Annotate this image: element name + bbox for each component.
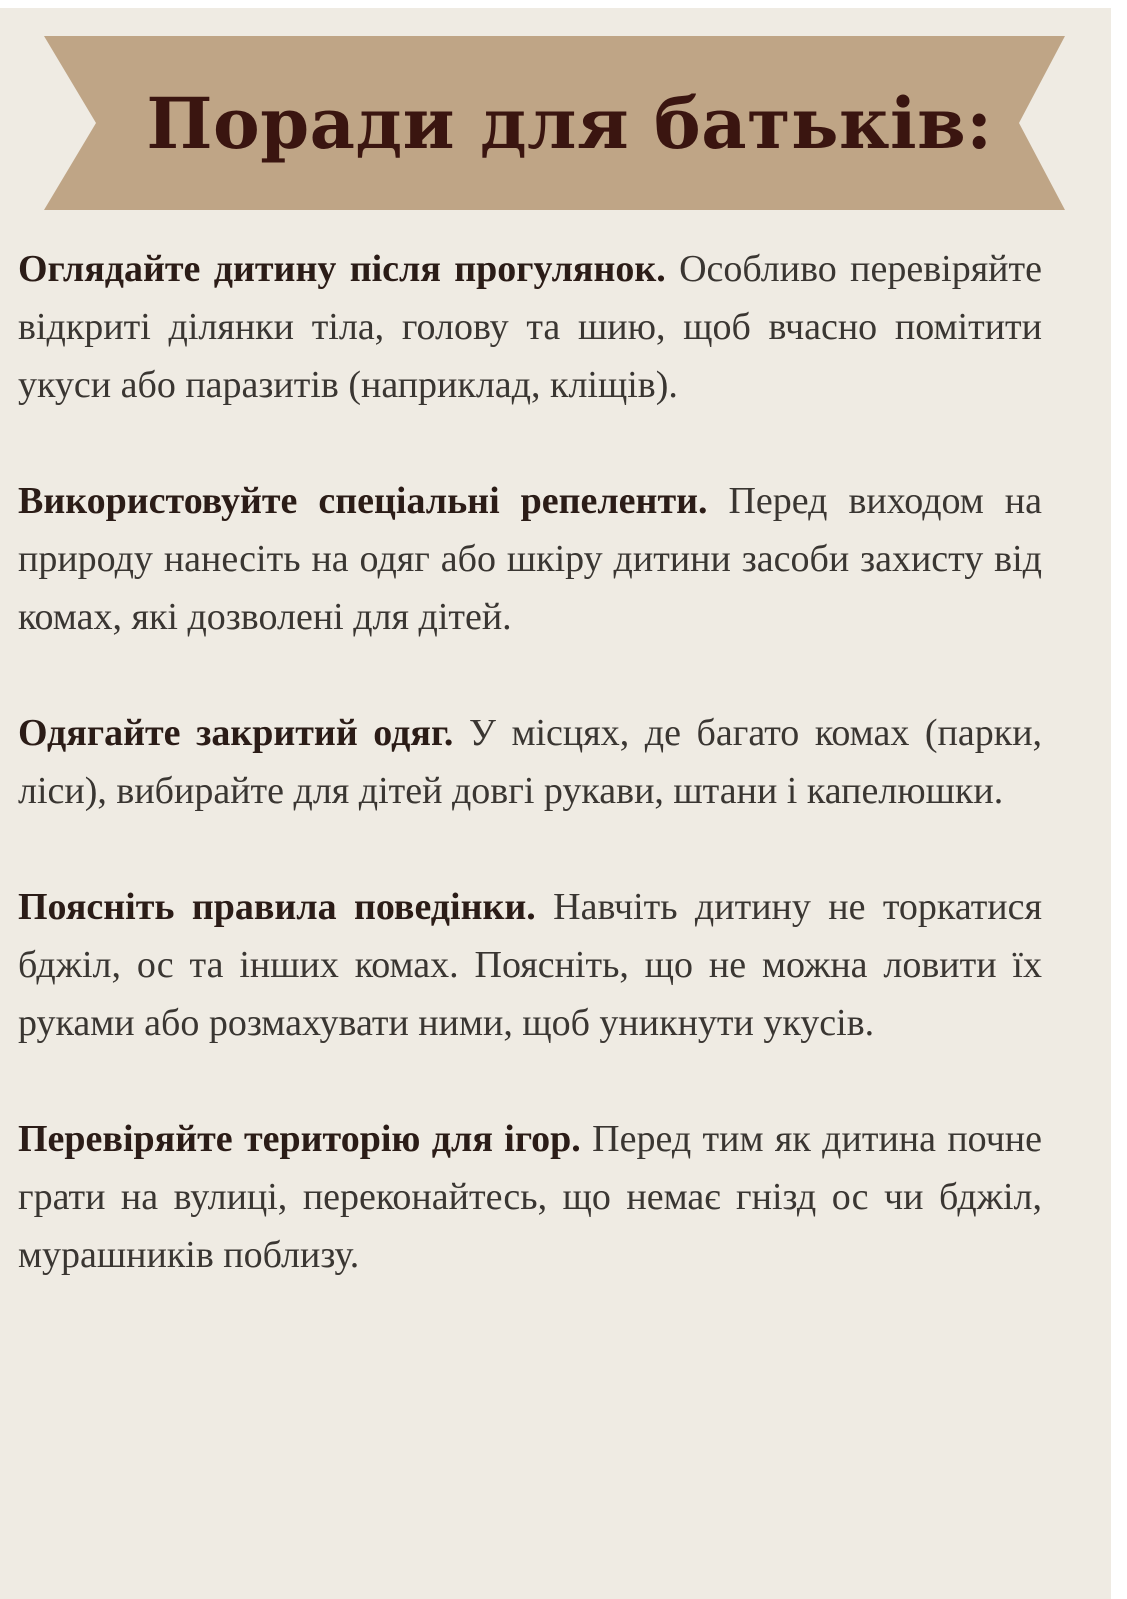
tip-text: У місцях, де багато комах (парки, ліси), вибирайте для дітей довгі рукави, штани і капелюшки. (18, 712, 1043, 812)
tip-heading: Одягайте закритий одяг. (18, 712, 454, 754)
tip-text: Особливо перевіряйте відкриті ділянки тіла, голову та шию, щоб вчасно помітити укуси або паразитів (наприклад, кліщів). (18, 248, 1042, 406)
tip-text: Навчіть дитину не торкатися бджіл, ос та інших комах. Поясніть, що не можна ловити їх руками або розмахувати ними, щоб уникнути укусів. (18, 886, 1042, 1044)
tip-item (18, 240, 1042, 414)
tips-card (0, 8, 1111, 1599)
tip-item (18, 1110, 1042, 1284)
tip-heading: Перевіряйте територію для ігор. (18, 1118, 581, 1160)
tip-item (18, 704, 1042, 820)
tip-heading: Оглядайте дитину після прогулянок. (18, 248, 666, 290)
tip-text: Перед тим як дитина почне грати на вулиці, переконайтесь, що немає гнізд ос чи бджіл, мурашників поблизу. (18, 1118, 1043, 1276)
title-banner (44, 36, 1065, 210)
tip-heading: Використовуйте спеціальні репеленти. (18, 480, 708, 522)
tips-list (18, 240, 1042, 1342)
tip-item (18, 878, 1042, 1052)
tip-text: Перед виходом на природу нанесіть на одяг або шкіру дитини засоби захисту від комах, які дозволені для дітей. (18, 480, 1043, 638)
page-title: Поради для батьків: (146, 81, 993, 165)
tip-heading: Поясніть правила поведінки. (18, 886, 536, 928)
tip-item (18, 472, 1042, 646)
